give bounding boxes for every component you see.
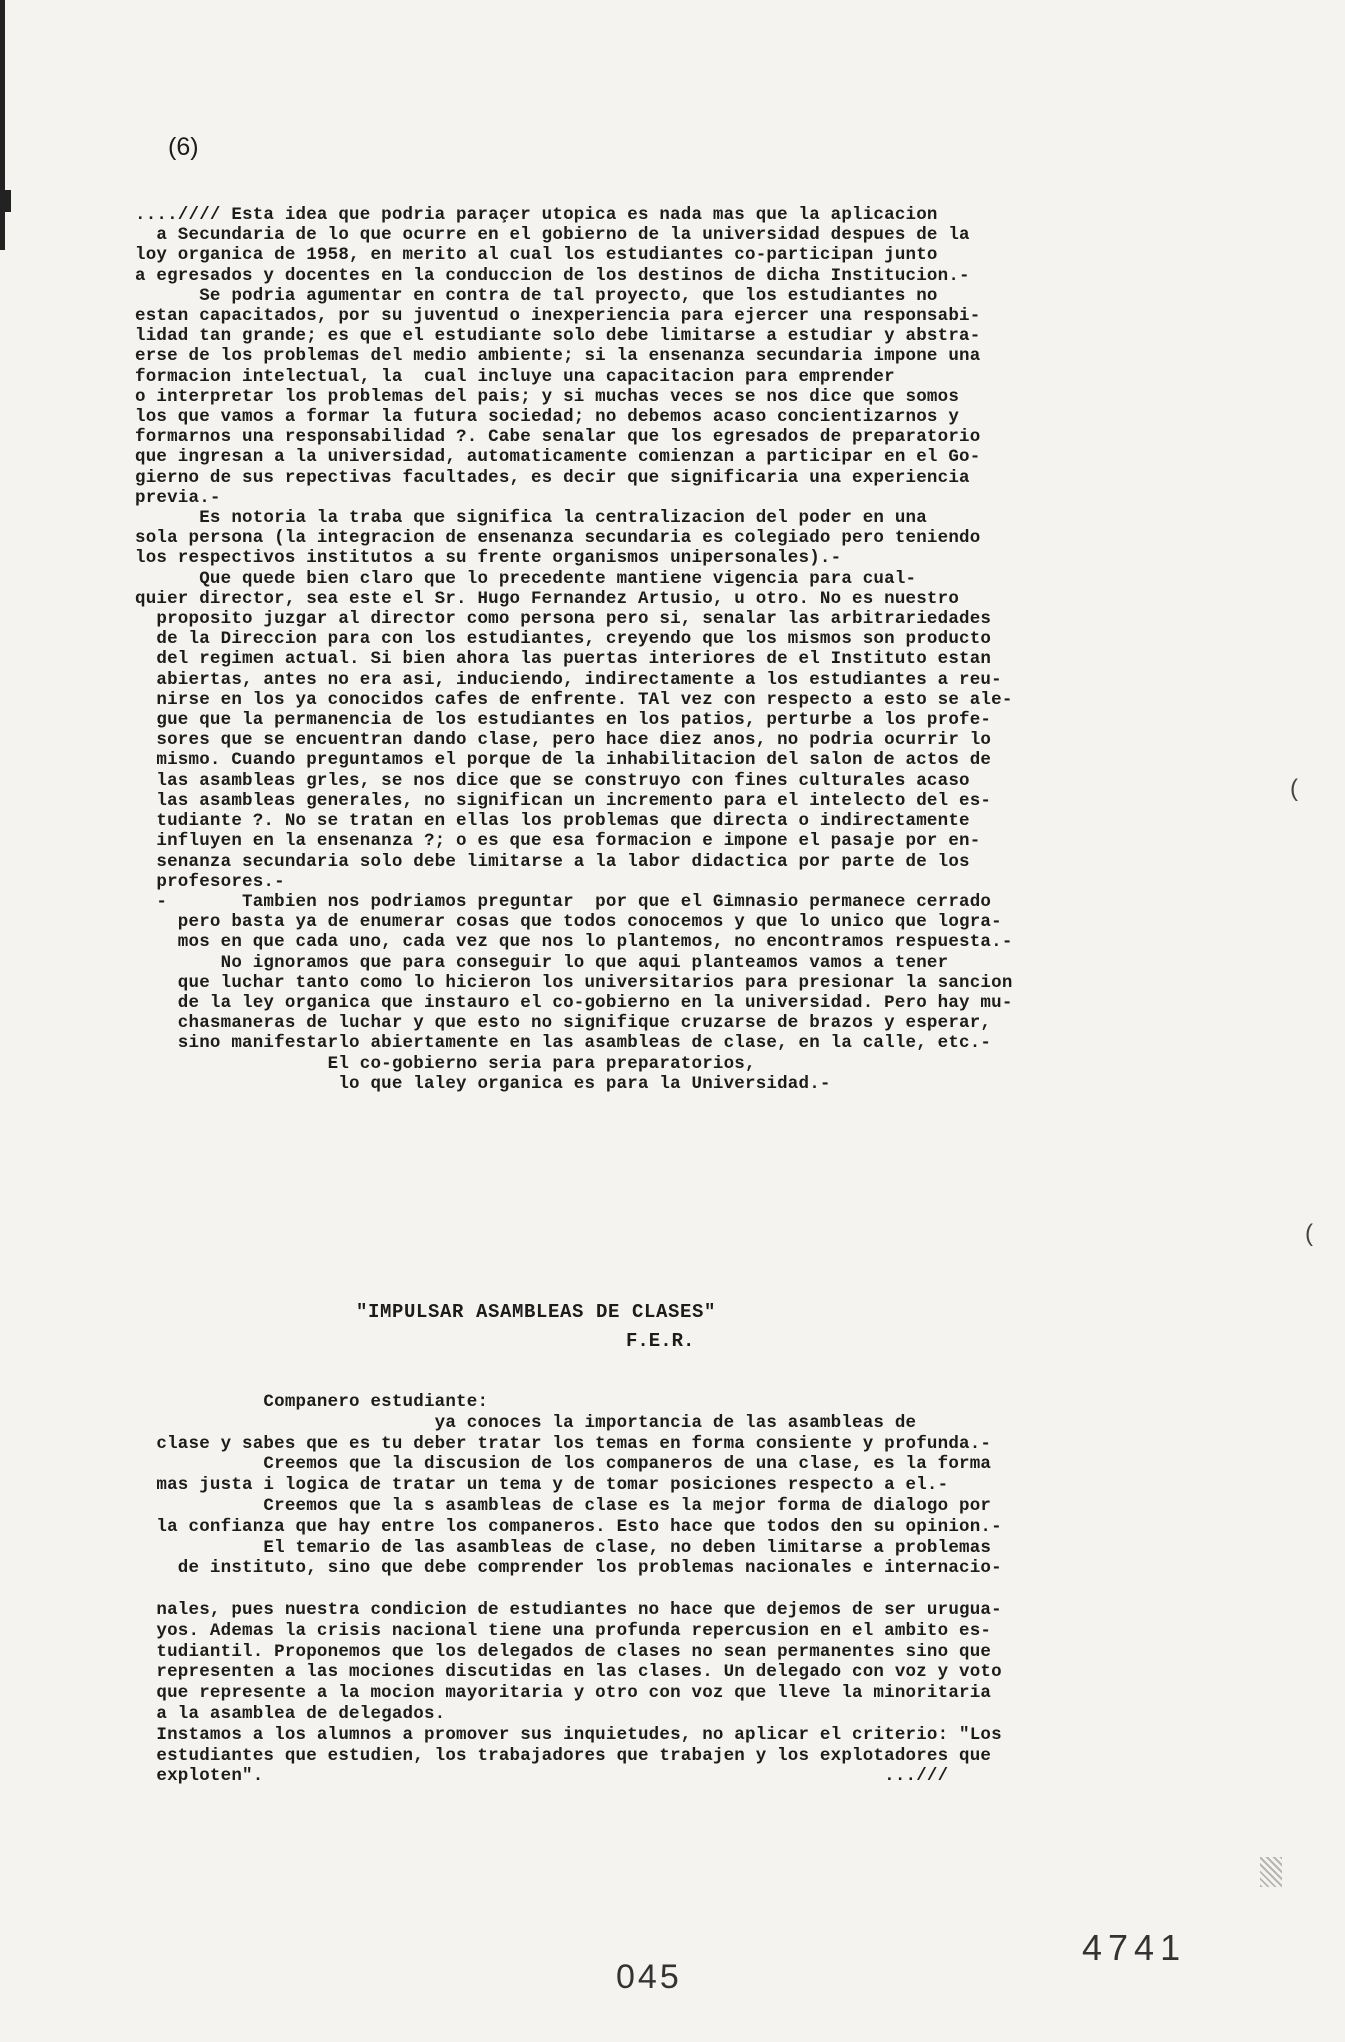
text-line: quier director, sea este el Sr. Hugo Fernandez Artusio, u otro. No es nuestro: [135, 588, 960, 609]
body-text: [135, 205, 1135, 1094]
text-line: senanza secundaria solo debe limitarse a la labor didactica por parte de los: [135, 851, 970, 872]
text-line: yos. Ademas la crisis nacional tiene una profunda repercusion en el ambito es-: [135, 1620, 992, 1641]
text-line: gue que la permanencia de los estudiantes en los patios, perturbe a los profe-: [135, 710, 992, 731]
text-line: influyen en la ensenanza ?; o es que esa formacion e impone el pasaje por en-: [135, 831, 981, 852]
text-line: los respectivos institutos a su frente organismos unipersonales).-: [135, 548, 842, 569]
text-line: sola persona (la integracion de ensenanza secundaria es colegiado pero teniendo: [135, 528, 981, 549]
section-heading: "IMPULSAR ASAMBLEAS DE CLASES": [356, 1301, 717, 1323]
text-line: de la Direccion para con los estudiantes, creyendo que los mismos son producto: [135, 629, 992, 650]
text-line: que ingresan a la universidad, automaticamente comienzan a participar en el Go-: [135, 447, 981, 468]
text-line: lo que laley organica es para la Universidad.-: [135, 1073, 831, 1094]
text-line: sino manifestarlo abiertamente en las asambleas de clase, en la calle, etc.-: [135, 1033, 992, 1054]
text-line: a egresados y docentes en la conduccion de los destinos de dicha Institucion.-: [135, 265, 970, 286]
text-line: a Secundaria de lo que ocurre en el gobierno de la universidad despues de la: [135, 225, 970, 246]
text-line: Creemos que la s asambleas de clase es la mejor forma de dialogo por: [135, 1495, 992, 1516]
scan-edge-mark: [0, 0, 5, 250]
text-line: abiertas, antes no era asi, induciendo, indirectamente a los estudiantes a reu-: [135, 669, 1002, 690]
text-line: previa.-: [135, 487, 221, 508]
text-line: [135, 1579, 1135, 1600]
text-line: mas justa i logica de tratar un tema y de tomar posiciones respecto a el.-: [135, 1475, 949, 1496]
text-line: las asambleas generales, no significan un incremento para el intelecto del es-: [135, 790, 992, 811]
text-line: nirse en los ya conocidos cafes de enfrente. TAl vez con respecto a esto se ale-: [135, 689, 1013, 710]
text-line: mos en que cada uno, cada vez que nos lo plantemos, no encontramos respuesta.-: [135, 932, 1013, 953]
text-line: las asambleas grles, se nos dice que se construyo con fines culturales acaso: [135, 770, 970, 791]
text-line: de instituto, sino que debe comprender los problemas nacionales e internacio-: [135, 1558, 1002, 1579]
body-text-2: [135, 1392, 1135, 1787]
text-line: erse de los problemas del medio ambiente; si la ensenanza secundaria impone una: [135, 346, 981, 367]
text-line: formarnos una responsabilidad ?. Cabe senalar que los egresados de preparatorio: [135, 427, 981, 448]
page-number: (6): [168, 133, 199, 161]
text-line: profesores.-: [135, 871, 285, 892]
text-line: - Tambien nos podriamos preguntar por que el Gimnasio permanece cerrado: [135, 891, 992, 912]
margin-mark: (: [1305, 1220, 1313, 1247]
text-line: estudiantes que estudien, los trabajadores que trabajen y los explotadores que: [135, 1745, 992, 1766]
text-line: El temario de las asambleas de clase, no deben limitarse a problemas: [135, 1537, 992, 1558]
text-line: Es notoria la traba que significa la centralizacion del poder en una: [135, 508, 927, 529]
text-line: clase y sabes que es tu deber tratar los temas en forma consiente y profunda.-: [135, 1433, 992, 1454]
text-line: El co-gobierno seria para preparatorios,: [135, 1053, 756, 1074]
text-line: formacion intelectual, la cual incluye una capacitacion para emprender: [135, 366, 895, 387]
archive-stamp-number: 4741: [1082, 1927, 1187, 1968]
text-line: proposito juzgar al director como persona pero si, senalar las arbitrariedades: [135, 609, 992, 630]
text-line: estan capacitados, por su juventud o inexperiencia para ejercer una responsabi-: [135, 306, 981, 327]
text-line: tudiante ?. No se tratan en ellas los problemas que directa o indirectamente: [135, 811, 970, 832]
text-line: del regimen actual. Si bien ahora las puertas interiores de el Instituto estan: [135, 649, 992, 670]
scan-edge-mark: [0, 190, 11, 212]
text-line: a la asamblea de delegados.: [135, 1703, 446, 1724]
margin-mark: (: [1290, 775, 1298, 802]
text-line: Se podria agumentar en contra de tal proyecto, que los estudiantes no: [135, 285, 938, 306]
text-line: ya conoces la importancia de las asambleas de: [135, 1412, 917, 1433]
text-line: tudiantil. Proponemos que los delegados de clases no sean permanentes sino que: [135, 1641, 992, 1662]
text-line: la confianza que hay entre los companeros. Esto hace que todos den su opinion.-: [135, 1516, 1002, 1537]
text-line: chasmaneras de luchar y que esto no signifique cruzarse de brazos y esperar,: [135, 1013, 992, 1034]
text-line: pero basta ya de enumerar cosas que todos conocemos y que lo unico que logra-: [135, 912, 1002, 933]
text-line: loy organica de 1958, en merito al cual los estudiantes co-participan junto: [135, 245, 938, 266]
text-line: lidad tan grande; es que el estudiante solo debe limitarse a estudiar y abstra-: [135, 326, 981, 347]
text-line: No ignoramos que para conseguir lo que aqui planteamos vamos a tener: [135, 952, 949, 973]
page-stamp-number: 045: [616, 1958, 682, 1996]
text-line: que represente a la mocion mayoritaria y otro con voz que lleve la minoritaria: [135, 1683, 992, 1704]
text-line: Que quede bien claro que lo precedente mantiene vigencia para cual-: [135, 568, 917, 589]
scan-speckle: [1260, 1857, 1282, 1887]
text-line: nales, pues nuestra condicion de estudiantes no hace que dejemos de ser urugua-: [135, 1599, 1002, 1620]
text-line: sores que se encuentran dando clase, pero hace diez anos, no podria ocurrir lo: [135, 730, 992, 751]
text-line: ....//// Esta idea que podria paraçer utopica es nada mas que la aplicacion: [135, 205, 938, 225]
text-line: Companero estudiante:: [135, 1392, 489, 1412]
text-line: mismo. Cuando preguntamos el porque de la inhabilitacion del salon de actos de: [135, 750, 992, 771]
text-line: gierno de sus repectivas facultades, es decir que significaria una experiencia: [135, 467, 970, 488]
text-line: Instamos a los alumnos a promover sus inquietudes, no aplicar el criterio: "Los: [135, 1724, 1002, 1745]
text-line: exploten". ...///: [135, 1766, 949, 1787]
text-line: que luchar tanto como lo hicieron los universitarios para presionar la sancion: [135, 972, 1013, 993]
text-line: o interpretar los problemas del pais; y si muchas veces se nos dice que somos: [135, 386, 960, 407]
text-line: de la ley organica que instauro el co-gobierno en la universidad. Pero hay mu-: [135, 992, 1013, 1013]
text-line: Creemos que la discusion de los companeros de una clase, es la forma: [135, 1454, 992, 1475]
text-line: los que vamos a formar la futura sociedad; no debemos acaso concientizarnos y: [135, 407, 960, 428]
signature: F.E.R.: [626, 1330, 695, 1352]
text-line: representen a las mociones discutidas en las clases. Un delegado con voz y voto: [135, 1662, 1002, 1683]
